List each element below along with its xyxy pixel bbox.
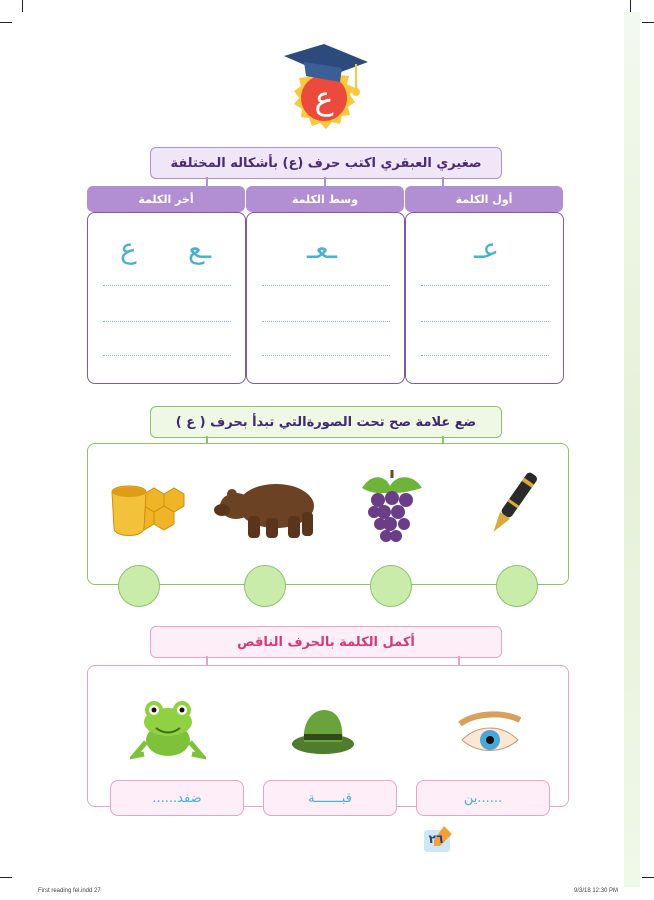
writing-line bbox=[421, 285, 549, 286]
write-box-last[interactable] bbox=[87, 212, 246, 384]
letter-form-final: ـع bbox=[188, 232, 212, 265]
check-circle-2[interactable] bbox=[370, 565, 412, 607]
footer-date: 9/3/18 12:30 PM bbox=[574, 888, 619, 894]
crop-mark bbox=[22, 0, 23, 12]
crop-mark bbox=[0, 22, 12, 23]
writing-line bbox=[262, 355, 390, 356]
column-header-first: أول الكلمة bbox=[405, 186, 563, 212]
letter-form-initial: عـ bbox=[474, 232, 499, 265]
grapes-icon bbox=[352, 470, 432, 550]
answer-box-1[interactable]: ......ين bbox=[416, 780, 550, 816]
answer-box-2[interactable]: قبـــــــة bbox=[263, 780, 397, 816]
check-circle-3[interactable] bbox=[244, 565, 286, 607]
badge-letter: ع bbox=[314, 79, 334, 117]
writing-line bbox=[262, 285, 390, 286]
writing-line bbox=[103, 355, 231, 356]
section2-title: ضع علامة صح تحت الصورةالتي تبدأ بحرف ( ع ) bbox=[150, 406, 502, 438]
section1-title: صغيري العبقري اكتب حرف (ع) بأشكاله المختلفة bbox=[150, 147, 502, 179]
hat-icon bbox=[290, 706, 356, 758]
check-circle-4[interactable] bbox=[118, 565, 160, 607]
footer-file: First reading fel.indd 27 bbox=[38, 888, 101, 894]
column-header-middle: وسط الكلمة bbox=[246, 186, 404, 212]
connector bbox=[206, 436, 208, 443]
answer-box-3[interactable]: ضفد...... bbox=[110, 780, 244, 816]
column-header-last: أخر الكلمة bbox=[87, 186, 245, 212]
writing-line bbox=[262, 321, 390, 322]
page-number-badge bbox=[422, 824, 458, 854]
writing-line bbox=[103, 321, 231, 322]
check-circle-1[interactable] bbox=[496, 565, 538, 607]
connector bbox=[442, 436, 444, 443]
writing-line bbox=[103, 285, 231, 286]
crop-mark bbox=[0, 877, 12, 878]
connector bbox=[458, 656, 460, 665]
writing-line bbox=[421, 321, 549, 322]
write-box-middle[interactable] bbox=[246, 212, 405, 384]
connector bbox=[206, 656, 208, 665]
section3-title: أكمل الكلمة بالحرف الناقص bbox=[150, 626, 502, 658]
connector bbox=[442, 177, 444, 186]
crop-mark bbox=[630, 0, 631, 12]
connector bbox=[206, 177, 208, 186]
crop-mark bbox=[642, 877, 654, 878]
eye-icon bbox=[456, 710, 524, 760]
letter-badge bbox=[280, 42, 374, 134]
honey-icon bbox=[106, 480, 190, 540]
letter-form-medial: ـعـ bbox=[307, 232, 337, 265]
letter-form-isolated: ع bbox=[120, 232, 137, 265]
pen-icon bbox=[486, 466, 540, 542]
frog-icon bbox=[130, 696, 206, 764]
crop-mark bbox=[642, 22, 654, 23]
write-box-first[interactable] bbox=[405, 212, 564, 384]
bear-icon bbox=[214, 476, 318, 542]
page-edge-band bbox=[624, 12, 640, 887]
connector bbox=[324, 177, 326, 186]
page-number: ٢٦ bbox=[428, 832, 444, 846]
writing-line bbox=[421, 355, 549, 356]
